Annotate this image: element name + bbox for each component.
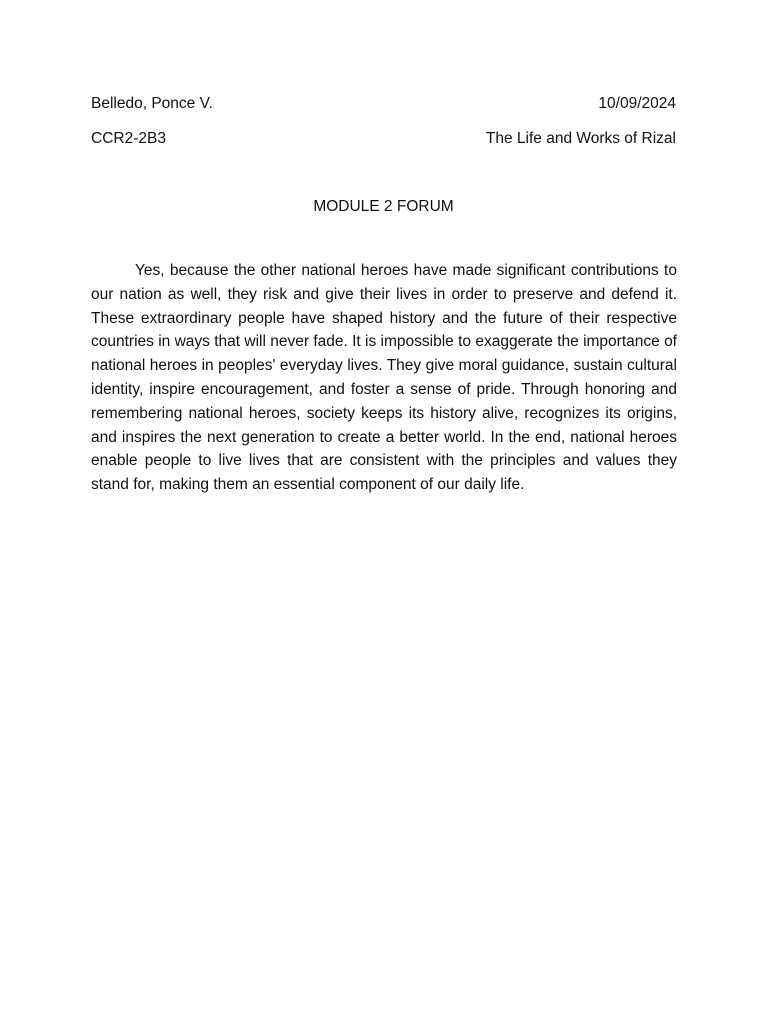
author-name: Belledo, Ponce V.: [91, 95, 213, 112]
document-title: MODULE 2 FORUM: [313, 198, 454, 215]
body-paragraph: Yes, because the other national heroes have made significant contributions to our nation as well, they risk and give their lives in order to preserve and defend it. These extraordinary people have shaped history and the future of their respective countries in ways that will never fade. It is impossible to exaggerate the importance of national heroes in peoples' everyday lives. They give moral guidance, sustain cultural identity, inspire encouragement, and foster a sense of pride. Through honoring and remembering national heroes, society keeps its history alive, recognizes its origins, and inspires the next generation to create a better world. In the end, national heroes enable people to live lives that are consistent with the principles and values they stand for, making them an essential component of our daily life.: [91, 262, 677, 494]
class-section: CCR2-2B3: [91, 130, 166, 147]
header-row-1: [91, 94, 676, 114]
header-row-2: [91, 129, 676, 149]
submission-date: 10/09/2024: [598, 95, 676, 112]
course-title: The Life and Works of Rizal: [485, 130, 676, 147]
